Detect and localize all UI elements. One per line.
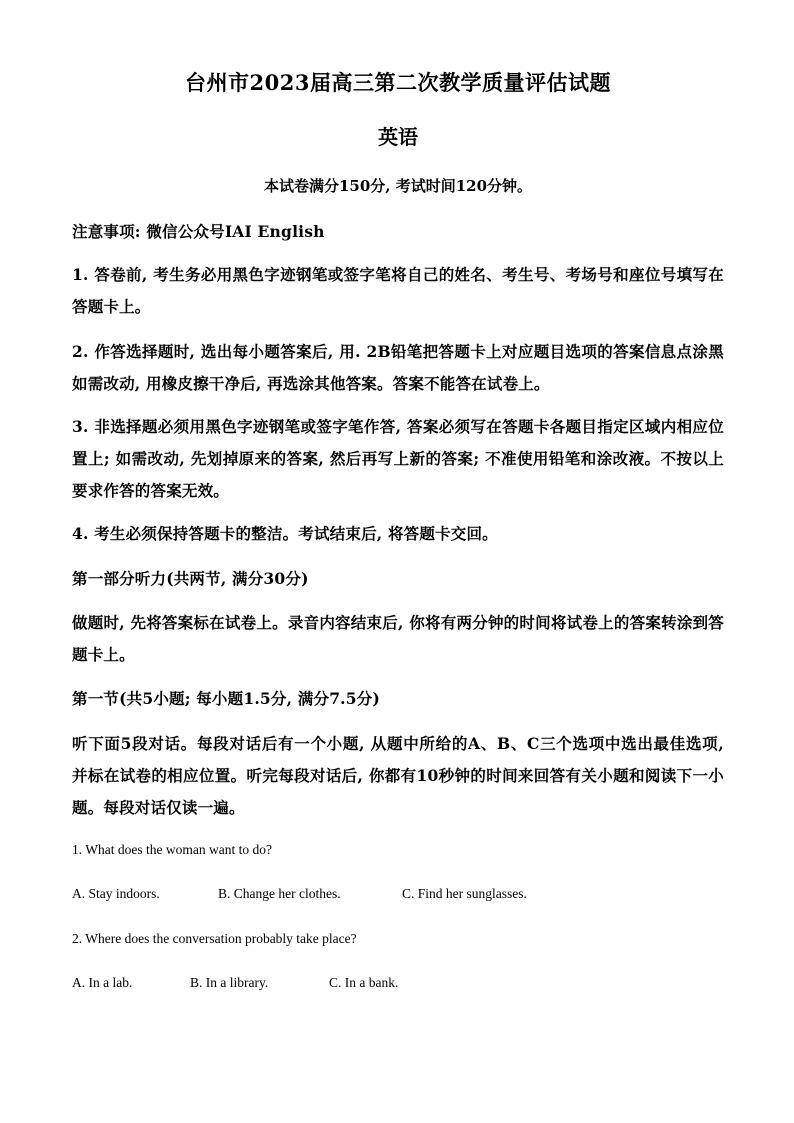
note-item-4: 4. 考生必须保持答题卡的整洁。考试结束后, 将答题卡交回。	[72, 524, 498, 543]
note-item-3: 3. 非选择题必须用黑色字迹钢笔或签字笔作答, 答案必须写在答题卡各题目指定区域内相应位置上; 如需改动, 先划掉原来的答案, 然后再写上新的答案; 不准使用铅笔和涂改液。不按以上要求作答的答案无效。	[72, 417, 724, 500]
question-2-option-a: A. In a lab.	[72, 975, 133, 990]
question-1-option-a: A. Stay indoors.	[72, 886, 160, 901]
question-2-options	[72, 973, 724, 993]
section1-heading: 第一节(共5小题; 每小题1.5分, 满分7.5分)	[72, 689, 380, 708]
subject-heading: 英语	[378, 125, 418, 149]
question-1-option-c: C. Find her sunglasses.	[402, 886, 527, 901]
notes-heading: 注意事项: 微信公众号IAI English	[72, 222, 325, 241]
question-2-option-c: C. In a bank.	[329, 975, 399, 990]
question-1-stem: 1. What does the woman want to do?	[72, 842, 272, 857]
question-2-stem: 2. Where does the conversation probably take place?	[72, 931, 357, 946]
question-1-option-b: B. Change her clothes.	[218, 886, 341, 901]
note-item-2: 2. 作答选择题时, 选出每小题答案后, 用. 2B铅笔把答题卡上对应题目选项的答案信息点涂黑如需改动, 用橡皮擦干净后, 再选涂其他答案。答案不能答在试卷上。	[72, 342, 724, 393]
note-item-1: 1. 答卷前, 考生务必用黑色字迹钢笔或签字笔将自己的姓名、考生号、考场号和座位号填写在答题卡上。	[72, 265, 724, 316]
section1-instruction: 听下面5段对话。每段对话后有一个小题, 从题中所给的A、B、C三个选项中选出最佳选项, 并标在试卷的相应位置。听完每段对话后, 你都有10秒钟的时间来回答有关小题和阅读下一小题。每段对话仅读一遍。	[72, 734, 724, 817]
question-1-options	[72, 884, 724, 904]
exam-info: 本试卷满分150分, 考试时间120分钟。	[263, 177, 533, 195]
question-2-option-b: B. In a library.	[190, 975, 269, 990]
part1-heading: 第一部分听力(共两节, 满分30分)	[72, 569, 309, 588]
part1-instruction: 做题时, 先将答案标在试卷上。录音内容结束后, 你将有两分钟的时间将试卷上的答案转涂到答题卡上。	[72, 613, 724, 664]
exam-title: 台州市2023届高三第二次教学质量评估试题	[185, 70, 611, 95]
